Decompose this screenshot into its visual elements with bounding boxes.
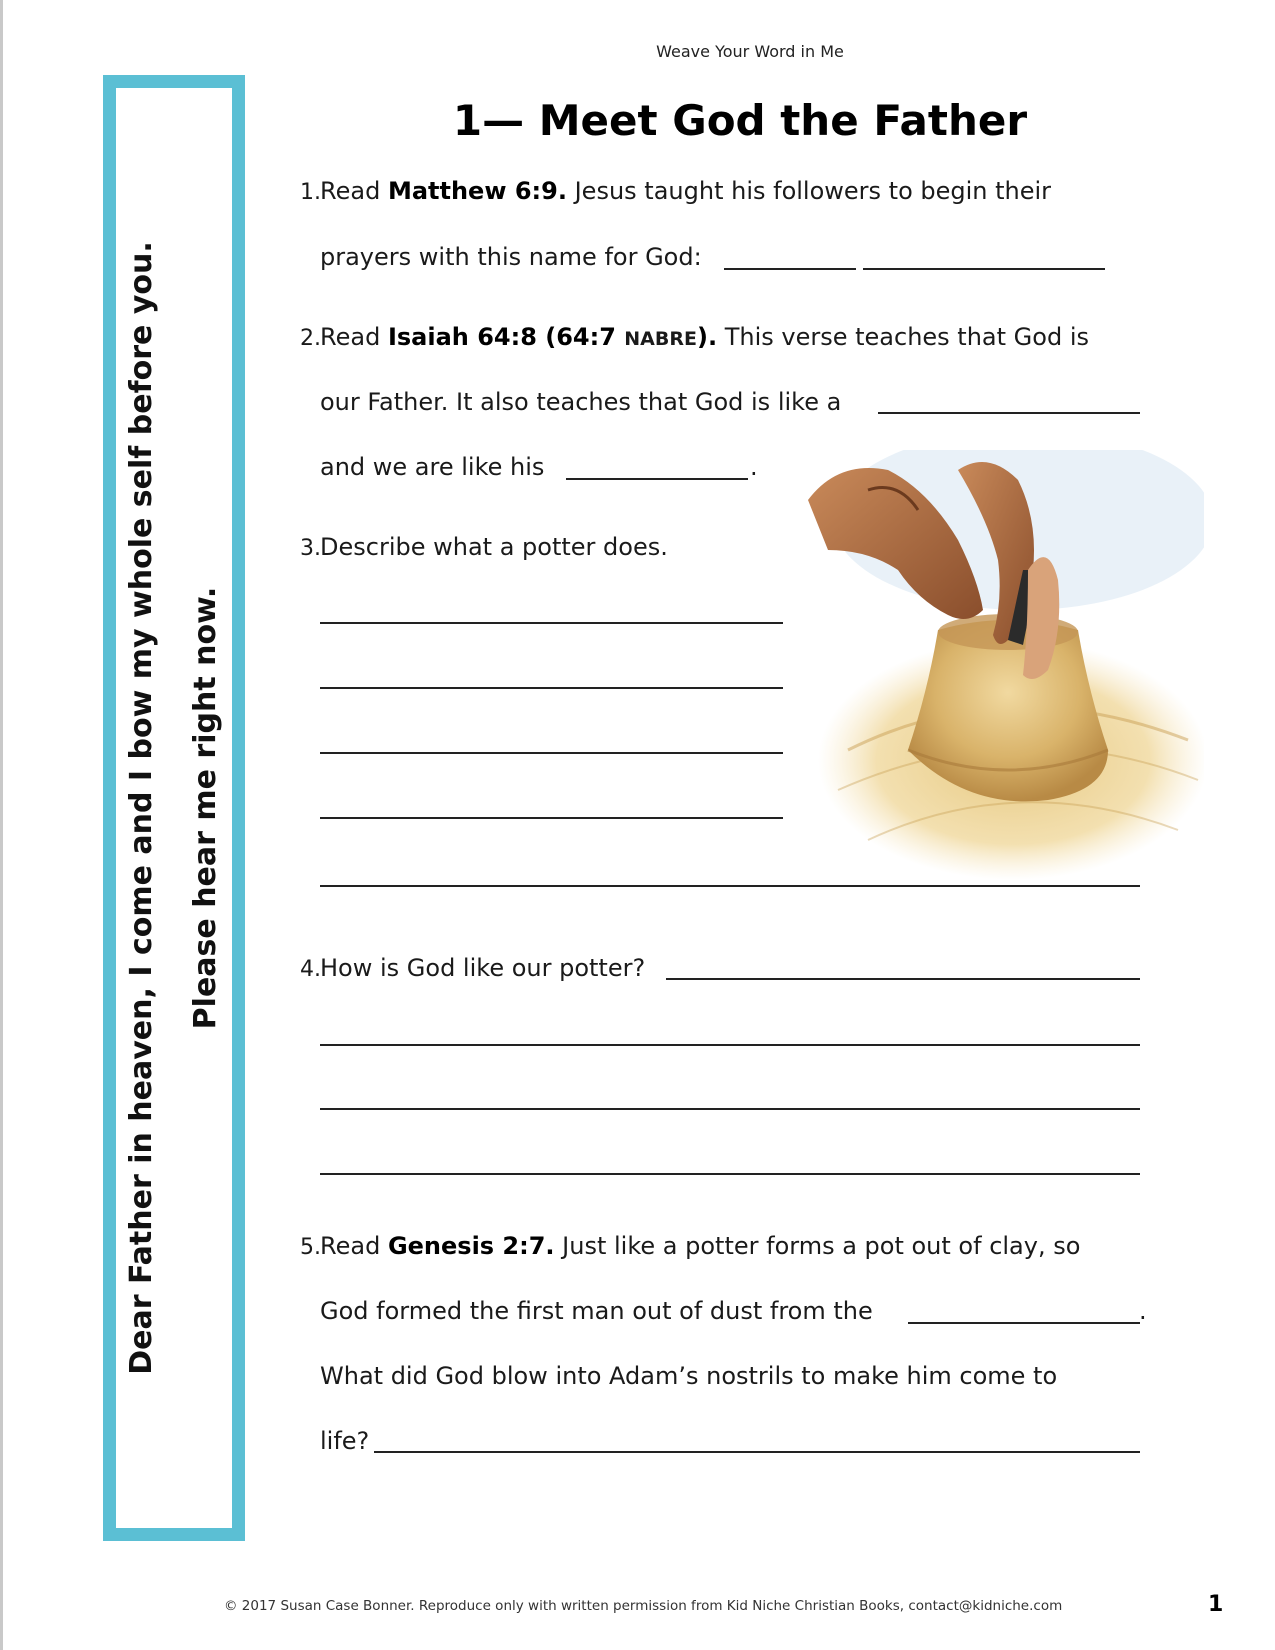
question-1-number: 1. <box>300 180 321 205</box>
prayer-line-1: Dear Father in heaven, I come and I bow my whole self before you. <box>124 241 159 1375</box>
q1-prefix: Read <box>320 177 388 205</box>
q2-reference-end: ). <box>696 323 718 351</box>
q2-rest: This verse teaches that God is <box>717 323 1089 351</box>
question-1-line-2: prayers with this name for God: <box>320 243 702 271</box>
q2-abbr: NABRE <box>624 328 697 350</box>
answer-blank-1b[interactable] <box>863 268 1105 270</box>
question-2-line-3: and we are like his <box>320 453 545 481</box>
question-3-text: Describe what a potter does. <box>320 533 668 561</box>
question-2-line-2: our Father. It also teaches that God is like a <box>320 388 842 416</box>
running-header: Weave Your Word in Me <box>656 42 844 61</box>
question-1-line-1 <box>320 177 1051 205</box>
prayer-text <box>110 148 238 1468</box>
copyright-footer: © 2017 Susan Case Bonner. Reproduce only with written permission from Kid Niche Christian Books, contact@kidniche.com <box>224 1598 1063 1614</box>
question-5-line-3: What did God blow into Adam’s nostrils to make him come to <box>320 1362 1058 1390</box>
answer-line-3a[interactable] <box>320 622 783 624</box>
question-4-number: 4. <box>300 957 321 982</box>
prayer-line-2: Please hear me right now. <box>188 586 223 1030</box>
answer-line-3b[interactable] <box>320 687 783 689</box>
q5-rest: Just like a potter forms a pot out of clay, so <box>554 1232 1081 1260</box>
page-edge <box>0 0 3 1650</box>
question-5-period: . <box>1139 1297 1147 1325</box>
question-5-number: 5. <box>300 1235 321 1260</box>
answer-blank-1a[interactable] <box>724 268 856 270</box>
question-2-line-1 <box>320 323 1089 351</box>
question-4-text: How is God like our potter? <box>320 954 646 982</box>
potter-hands-clay-watercolor-icon <box>808 450 1204 910</box>
question-2-number: 2. <box>300 326 321 351</box>
page-title: 1— Meet God the Father <box>452 96 1028 145</box>
answer-line-3d[interactable] <box>320 817 783 819</box>
answer-line-4c[interactable] <box>320 1108 1140 1110</box>
question-3-number: 3. <box>300 536 321 561</box>
question-5-line-4: life? <box>320 1427 370 1455</box>
answer-blank-5a[interactable] <box>908 1322 1140 1324</box>
answer-blank-2a[interactable] <box>878 412 1140 414</box>
q2-prefix: Read <box>320 323 388 351</box>
answer-line-5b[interactable] <box>374 1451 1140 1453</box>
answer-line-3c[interactable] <box>320 752 783 754</box>
answer-line-4b[interactable] <box>320 1044 1140 1046</box>
answer-line-4d[interactable] <box>320 1173 1140 1175</box>
q5-reference: Genesis 2:7. <box>387 1232 555 1260</box>
q2-reference: Isaiah 64:8 (64:7 <box>387 323 625 351</box>
question-2-period: . <box>750 453 758 481</box>
answer-line-4a[interactable] <box>666 978 1140 980</box>
answer-blank-2b[interactable] <box>566 478 748 480</box>
page-number: 1 <box>1208 1592 1224 1617</box>
q5-prefix: Read <box>320 1232 388 1260</box>
prayer-sidebar <box>103 75 245 1541</box>
question-5-line-2: God formed the first man out of dust from the <box>320 1297 873 1325</box>
q1-rest: Jesus taught his followers to begin their <box>566 177 1052 205</box>
q1-reference: Matthew 6:9. <box>387 177 567 205</box>
question-5-line-1 <box>320 1232 1080 1260</box>
